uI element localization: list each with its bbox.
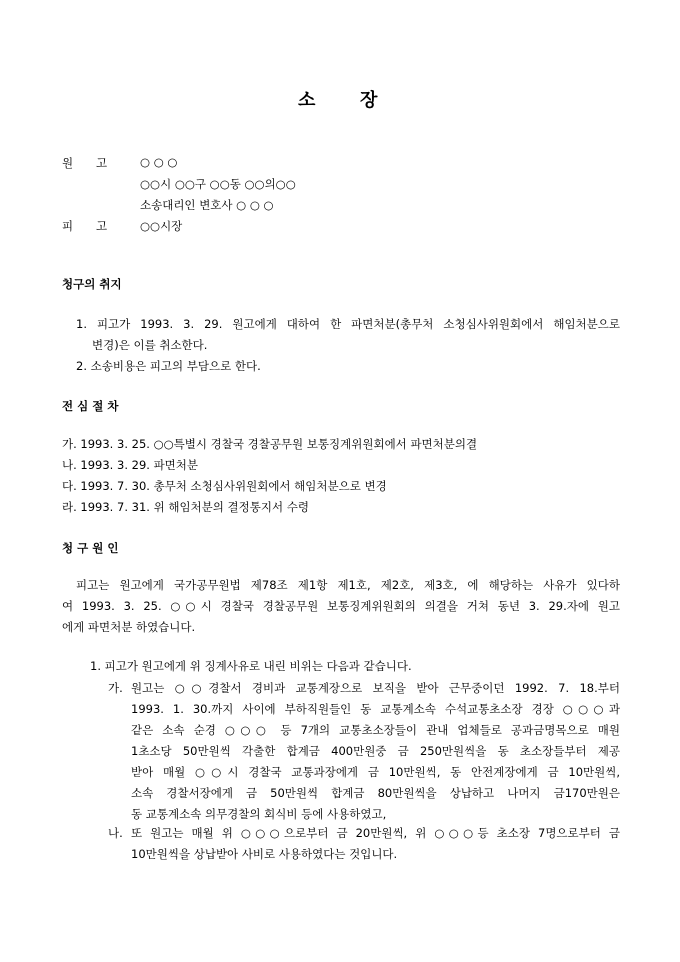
prior-procedure-item: 가. 1993. 3. 25. ○○특별시 경찰국 경찰공무원 보통징계위원회에서 파면처분의결 <box>62 437 478 451</box>
sub-na-line: 또 원고는 매월 위 ○○○으로부터 금 20만원씩, 위 ○○○등 초소장 7명으로부터 금 <box>131 826 620 840</box>
plaintiff-label-1: 원 <box>62 156 74 170</box>
sub-ga-line: 받아 매월 ○○시 경찰국 교통과장에게 금 10만원씩, 동 안전계장에게 금 10만원씩, <box>131 765 620 779</box>
plaintiff-attorney: 소송대리인 변호사 ○ ○ ○ <box>140 198 274 212</box>
prior-procedure-item: 나. 1993. 3. 29. 파면처분 <box>62 458 199 472</box>
prior-procedure-item: 다. 1993. 7. 30. 총무처 소청심사위원회에서 해임처분으로 변경 <box>62 479 387 493</box>
sub-ga-line: 같은 소속 순경 ○○○ 등 7개의 교통초소장들이 관내 업체들로 공과금명목으로 매원 <box>131 723 620 737</box>
claim-cause-heading: 청 구 원 인 <box>62 541 119 555</box>
sub-na-line: 10만원씩을 상납받아 사비로 사용하였다는 것입니다. <box>131 847 398 861</box>
sub-ga-line: 원고는 ○○경찰서 경비과 교통계장으로 보직을 받아 근무중이던 1992. 7. 18.부터 <box>131 681 620 695</box>
prior-procedure-heading: 전 심 절 차 <box>62 399 119 413</box>
sub-ga-label: 가. <box>108 681 123 695</box>
section1-title: 1. 피고가 원고에게 위 징계사유로 내린 비위는 다음과 같습니다. <box>90 659 412 673</box>
claim-purpose-item1-line1: 1. 피고가 1993. 3. 29. 원고에게 대하여 한 파면처분(총무처 소청심사위원회에서 해임처분으로 <box>76 317 620 331</box>
claim-cause-intro-line1: 피고는 원고에게 국가공무원법 제78조 제1항 제1호, 제2호, 제3호, 에 해당하는 사유가 있다하 <box>76 578 620 592</box>
sub-ga-line: 1993. 1. 30.까지 사이에 부하직원들인 동 교통계소속 수석교통초소장 경장 ○○○과 <box>131 702 620 716</box>
claim-purpose-item1-line2: 변경)은 이를 취소한다. <box>92 338 208 352</box>
sub-ga-line: 1초소당 50만원씩 각출한 합계금 400만원중 금 250만원씩을 동 초소장들부터 제공 <box>131 744 620 758</box>
title-char-left: 소 <box>298 90 316 111</box>
plaintiff-address: ○○시 ○○구 ○○동 ○○의○○ <box>140 177 296 191</box>
claim-purpose-heading: 청구의 취지 <box>62 277 122 291</box>
claim-cause-intro-line2: 여 1993. 3. 25. ○○시 경찰국 경찰공무원 보통징계위원회의 의결을 거쳐 동년 3. 29.자에 원고 <box>62 599 620 613</box>
title-char-right: 장 <box>360 90 378 111</box>
sub-ga-line: 동 교통계소속 의무경찰의 회식비 등에 사용하였고, <box>131 807 387 821</box>
plaintiff-label-2: 고 <box>96 156 108 170</box>
claim-cause-intro-line3: 에게 파면처분 하였습니다. <box>62 620 196 634</box>
defendant-name: ○○시장 <box>140 219 183 233</box>
sub-ga-line: 소속 경찰서장에게 금 50만원씩 합계금 80만원씩을 상납하고 나머지 금170만원은 <box>131 786 620 800</box>
claim-purpose-item2: 2. 소송비용은 피고의 부담으로 한다. <box>76 359 261 373</box>
prior-procedure-item: 라. 1993. 7. 31. 위 해임처분의 결정통지서 수령 <box>62 500 309 514</box>
sub-na-label: 나. <box>108 826 123 840</box>
defendant-label-2: 고 <box>96 219 108 233</box>
plaintiff-name: ○ ○ ○ <box>140 155 178 169</box>
defendant-label-1: 피 <box>62 219 74 233</box>
